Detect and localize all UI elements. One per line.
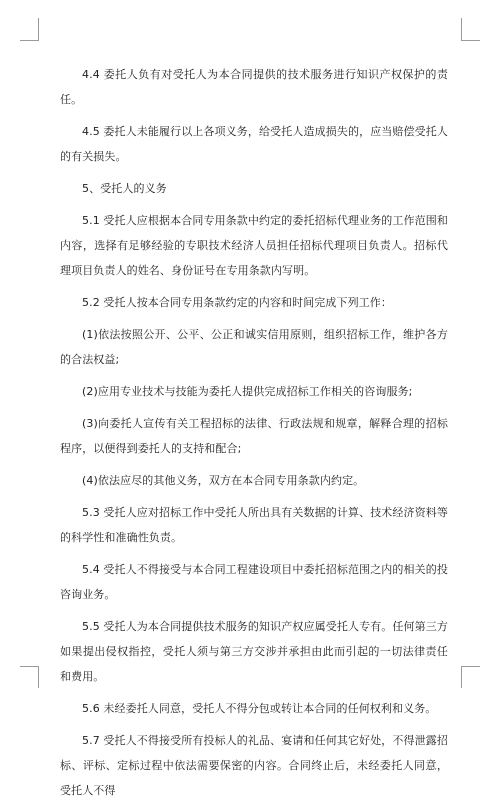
crop-mark-bottom-right bbox=[461, 666, 480, 667]
paragraph-5-4: 5.4 受托人不得接受与本合同工程建设项目中委托招标范围之内的相关的投咨询业务。 bbox=[60, 563, 448, 601]
paragraph-5-6: 5.6 未经委托人同意，受托人不得分包或转让本合同的任何权利和义务。 bbox=[82, 702, 437, 715]
list-item-2: (2)应用专业技术与技能为委托人提供完成招标工作相关的咨询服务; bbox=[82, 385, 413, 398]
paragraph-5-3: 5.3 受托人应对招标工作中受托人所出具有关数据的计算、技术经济资料等的科学性和准确性负责。 bbox=[60, 506, 448, 544]
crop-mark-top-right bbox=[461, 18, 462, 40]
section-heading-5: 5、受托人的义务 bbox=[82, 182, 167, 195]
crop-mark-bottom-left bbox=[38, 666, 39, 688]
crop-mark-top-right bbox=[461, 40, 480, 41]
paragraph-5-7: 5.7 受托人不得接受所有投标人的礼品、宴请和任何其它好处，不得泄露招标、评标、定标过程中依法需要保密的内容。合同终止后，未经委托人同意，受托人不得 bbox=[60, 734, 448, 797]
crop-mark-bottom-left bbox=[20, 666, 39, 667]
list-item-3: (3)向委托人宣传有关工程招标的法律、行政法规和规章，解释合理的招标程序，以便得到委托人的支持和配合; bbox=[60, 417, 448, 455]
paragraph-4-5: 4.5 委托人未能履行以上各项义务，给受托人造成损失的，应当赔偿受托人的有关损失。 bbox=[60, 125, 448, 163]
paragraph-4-4: 4.4 委托人负有对受托人为本合同提供的技术服务进行知识产权保护的责任。 bbox=[60, 68, 448, 106]
crop-mark-bottom-right bbox=[461, 666, 462, 688]
crop-mark-top-left bbox=[38, 18, 39, 40]
list-item-4: (4)依法应尽的其他义务，双方在本合同专用条款内约定。 bbox=[82, 474, 365, 487]
list-item-1: (1)依法按照公开、公平、公正和诚实信用原则，组织招标工作，维护各方的合法权益; bbox=[60, 328, 448, 366]
paragraph-5-1: 5.1 受托人应根据本合同专用条款中约定的委托招标代理业务的工作范围和内容，选择有足够经验的专职技术经济人员担任招标代理项目负责人。招标代理项目负责人的姓名、身份证号在专用条款内写明。 bbox=[60, 214, 448, 277]
paragraph-5-5: 5.5 受托人为本合同提供技术服务的知识产权应属受托人专有。任何第三方如果提出侵权指控，受托人须与第三方交涉并承担由此而引起的一切法律责任和费用。 bbox=[60, 620, 448, 683]
document-body bbox=[60, 62, 448, 810]
crop-mark-top-left bbox=[20, 40, 39, 41]
paragraph-5-2: 5.2 受托人按本合同专用条款约定的内容和时间完成下列工作： bbox=[82, 296, 392, 309]
